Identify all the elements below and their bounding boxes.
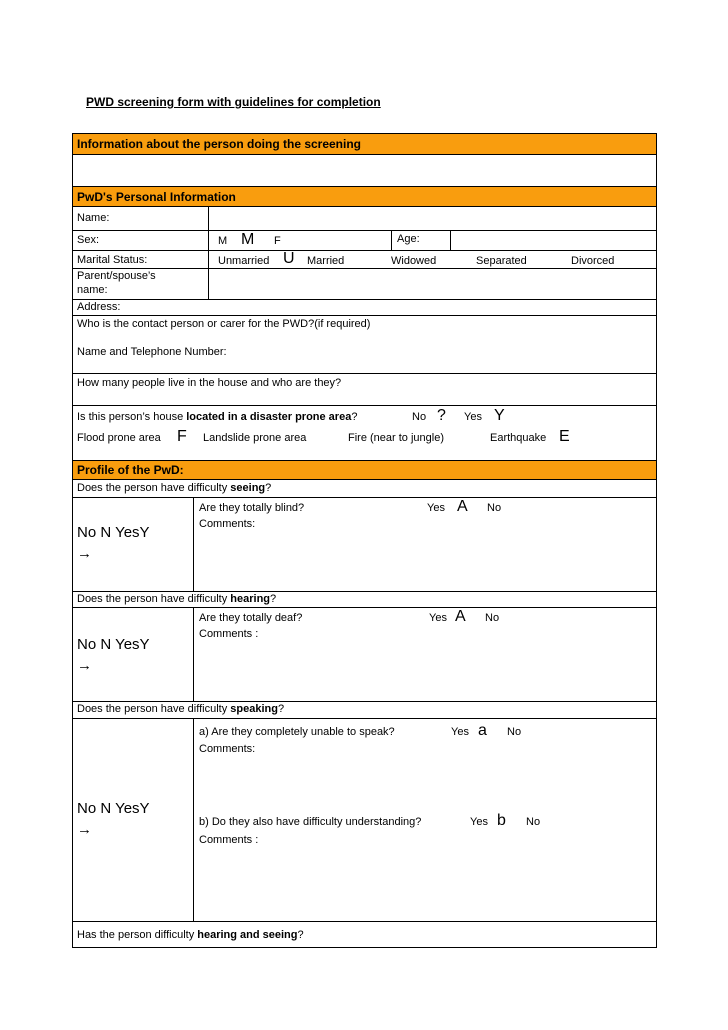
hearing-seeing-row [73,922,656,947]
age-field[interactable] [451,231,656,250]
deaf-comments-label: Comments : [199,628,259,640]
deaf-question: Are they totally deaf? [199,612,303,624]
deaf-no-option[interactable]: No [485,612,500,624]
blind-yes-label: Yes [427,502,445,514]
disaster-row [73,406,656,461]
document-title: PWD screening form with guidelines for completion [86,95,381,109]
speaking-answer[interactable]: No N YesY [77,800,150,817]
deaf-yes-label: Yes [429,612,447,624]
earthquake-label: Earthquake [490,432,547,444]
divider [208,251,209,268]
unable-speak-yes-label: Yes [451,726,469,738]
earthquake-checkbox[interactable]: E [559,428,570,445]
arrow-right-icon: → [77,821,92,838]
deaf-checkbox[interactable]: A [455,608,466,625]
name-field[interactable] [209,207,656,230]
parent-row [73,269,656,300]
divider [208,231,209,250]
divider [193,719,194,921]
disaster-yes-label: Yes [464,411,482,423]
contact-question: Who is the contact person or carer for the PWD?(if required) [77,318,371,330]
seeing-question-row [73,480,656,498]
contact-name-label: Name and Telephone Number: [77,346,227,358]
unable-speak-no-option[interactable]: No [507,726,522,738]
disaster-no-checkbox[interactable]: ? [437,407,446,424]
marital-divorced-option[interactable]: Divorced [571,255,615,267]
marital-separated-option[interactable]: Separated [476,255,527,267]
understanding-checkbox[interactable]: b [497,812,506,829]
personal-section-header: PwD's Personal Information [73,187,656,207]
understanding-yes-label: Yes [470,816,488,828]
address-row [73,300,656,316]
divider [193,608,194,701]
arrow-right-icon: → [77,545,92,562]
fire-option[interactable]: Fire (near to jungle) [348,432,444,444]
marital-label: Marital Status: [77,254,148,266]
disaster-no-label: No [412,411,427,423]
blind-question: Are they totally blind? [199,502,305,514]
hearing-block [73,608,656,702]
understanding-question: b) Do they also have difficulty understanding? [199,816,422,828]
seeing-answer[interactable]: No N YesY [77,524,150,541]
household-question: How many people live in the house and who are they? [77,377,342,389]
contact-row [73,316,656,374]
unable-speak-checkbox[interactable]: a [478,722,487,739]
hearing-question-row [73,592,656,608]
marital-married-option[interactable]: Married [307,255,345,267]
marital-unmarried-checkbox[interactable]: U [283,250,295,267]
speaking-question: Does the person have difficulty speaking? [77,703,285,715]
blind-no-option[interactable]: No [487,502,502,514]
flood-checkbox[interactable]: F [177,428,187,445]
address-label: Address: [77,301,121,313]
parent-label: Parent/spouse’s name: [77,270,156,296]
marital-row [73,251,656,269]
household-row [73,374,656,406]
flood-label: Flood prone area [77,432,161,444]
arrow-right-icon: → [77,657,92,674]
understanding-comments-label: Comments : [199,834,259,846]
unable-speak-comments-label: Comments: [199,743,256,755]
age-label: Age: [397,233,420,245]
divider [193,498,194,591]
hearing-seeing-question: Has the person difficulty hearing and seeing? [77,929,304,941]
hearing-question: Does the person have difficulty hearing? [77,593,277,605]
sex-m-checkbox[interactable]: M [241,231,255,248]
seeing-block [73,498,656,592]
screener-info-field[interactable] [73,155,656,187]
form-frame [72,133,657,948]
name-row [73,207,656,231]
hearing-answer[interactable]: No N YesY [77,636,150,653]
unable-speak-question: a) Are they completely unable to speak? [199,726,395,738]
disaster-yes-checkbox[interactable]: Y [494,407,505,424]
sex-label: Sex: [77,234,100,246]
marital-widowed-option[interactable]: Widowed [391,255,437,267]
disaster-question: Is this person’s house located in a disaster prone area? [77,411,358,423]
divider [391,231,392,250]
name-label: Name: [77,212,110,224]
screener-section-header: Information about the person doing the screening [73,134,656,155]
profile-section-header: Profile of the PwD: [73,461,656,480]
blind-checkbox[interactable]: A [457,498,468,515]
sex-f-label: F [274,235,281,247]
blind-comments-label: Comments: [199,518,256,530]
parent-field[interactable] [209,269,656,299]
marital-unmarried-label: Unmarried [218,255,270,267]
speaking-block [73,719,656,922]
speaking-question-row [73,702,656,719]
sex-row [73,231,656,251]
landslide-option[interactable]: Landslide prone area [203,432,307,444]
sex-m-label: M [218,235,228,247]
understanding-no-option[interactable]: No [526,816,541,828]
seeing-question: Does the person have difficulty seeing? [77,482,272,494]
